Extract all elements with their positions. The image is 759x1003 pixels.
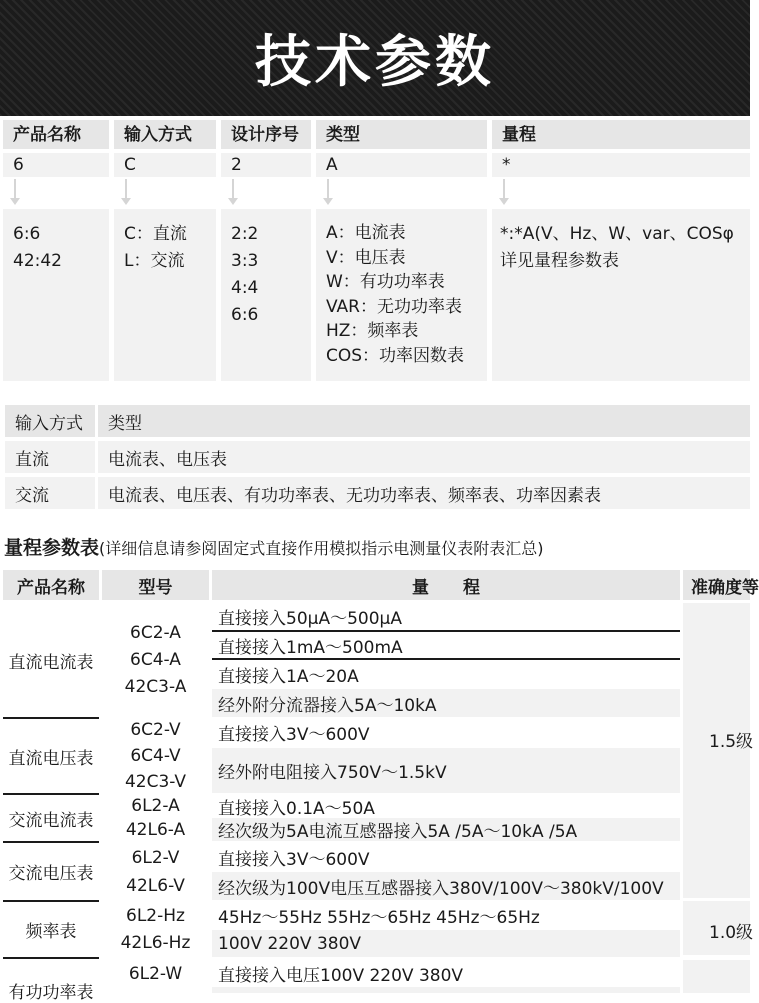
row-divider: [212, 658, 680, 660]
model-cell: 6L2-W: [128, 964, 183, 984]
range-cell: 经外附电阻接入750V～1.5kV: [212, 748, 680, 793]
down-arrow-icon: [503, 179, 505, 199]
range-cell: 经次级为100V电压互感器接入380V/100V～380kV/100V: [212, 872, 680, 900]
model-cell: 6L2-A 42L6-A: [125, 796, 186, 840]
range-cell: 直接接入电压100V 220V 380V: [218, 965, 464, 986]
input-table-row-dc-mode: 直流: [5, 441, 95, 473]
product-name-cell: 直流电流表: [8, 652, 94, 673]
code-value-input-mode: C: [114, 153, 216, 177]
input-table-row-dc-types: 电流表、电压表: [98, 441, 750, 473]
accuracy-cell-bg: [683, 960, 750, 993]
code-detail-design-no: 2:2 3:3 4:4 6:6: [221, 209, 311, 381]
accuracy-value: 1.5级: [709, 731, 754, 752]
range-header-product: 产品名称: [3, 570, 99, 600]
product-name-cell: 有功功率表: [8, 983, 94, 1003]
accuracy-value: 1.0级: [709, 922, 754, 943]
range-cell: 直接接入0.1A～50A: [218, 798, 375, 819]
range-cell: 45Hz～55Hz 55Hz～65Hz 45Hz～65Hz: [218, 908, 540, 928]
range-cell: 100V 220V 380V: [212, 930, 680, 957]
product-name-cell: 直流电压表: [8, 748, 94, 769]
range-cell: 直接接入3V～600V: [218, 849, 370, 870]
input-table-header-mode: 输入方式: [5, 405, 95, 437]
down-arrow-icon: [14, 179, 16, 199]
code-header-type: 类型: [316, 120, 487, 149]
code-value-design-no: 2: [221, 153, 311, 177]
code-header-input-mode: 输入方式: [114, 120, 216, 149]
down-arrow-icon: [232, 179, 234, 199]
header-banner: [0, 0, 750, 116]
product-name-cell: 频率表: [25, 922, 77, 942]
range-cell: 直接接入50μA～500μA: [218, 609, 402, 629]
code-header-range: 量程: [492, 120, 750, 149]
down-arrow-icon: [125, 179, 127, 199]
code-detail-product-name: 6:6 42:42: [3, 209, 109, 381]
code-value-type: A: [316, 153, 487, 177]
model-cell: 6C2-A 6C4-A 42C3-A: [124, 622, 187, 697]
code-header-product-name: 产品名称: [3, 120, 109, 149]
model-cell: 6L2-Hz 42L6-Hz: [120, 905, 191, 953]
input-table-header-type: 类型: [98, 405, 750, 437]
range-header-accuracy: 准确度等: [683, 570, 750, 600]
range-cell: 直接接入3V～600V: [218, 725, 370, 745]
input-table-row-ac-types: 电流表、电压表、有功功率表、无功功率表、频率表、功率因素表: [98, 477, 750, 509]
range-section-note: (详细信息请参阅固定式直接作用模拟指示电测量仪表附表汇总): [99, 539, 544, 558]
product-name-cell: 交流电压表: [8, 864, 94, 884]
code-detail-range: *:*A(V、Hz、W、var、COSφ 详见量程参数表: [492, 209, 750, 381]
page-title: 技术参数: [255, 30, 495, 95]
code-value-product-name: 6: [3, 153, 109, 177]
model-cell: 6L2-V 42L6-V: [126, 847, 185, 896]
down-arrow-icon: [327, 179, 329, 199]
range-header-model: 型号: [102, 570, 209, 600]
range-cell: 直接接入1mA～500mA: [218, 637, 403, 658]
range-cell: 直接接入1A～20A: [218, 666, 359, 687]
row-divider: [3, 957, 99, 959]
input-table-row-ac-mode: 交流: [5, 477, 95, 509]
range-cell: 经外附分流器接入5A～10kA: [212, 689, 680, 717]
range-cell: 经次级为5A电流互感器接入5A /5A～10kA /5A: [212, 818, 680, 841]
range-section-title: 量程参数表(详细信息请参阅固定式直接作用模拟指示电测量仪表附表汇总): [4, 537, 544, 559]
range-header-range: 量 程: [212, 570, 680, 600]
code-value-range: *: [492, 153, 750, 177]
code-detail-type: A：电流表 V：电压表 W：有功功率表 VAR：无功功率表 HZ：频率表 COS：功率因数表: [316, 209, 487, 381]
model-cell: 6C2-V 6C4-V 42C3-V: [124, 720, 187, 792]
code-header-design-no: 设计序号: [221, 120, 311, 149]
product-name-cell: 交流电流表: [8, 810, 94, 831]
code-detail-input-mode: C：直流 L：交流: [114, 209, 216, 381]
range-cell-cutoff: [212, 987, 680, 993]
